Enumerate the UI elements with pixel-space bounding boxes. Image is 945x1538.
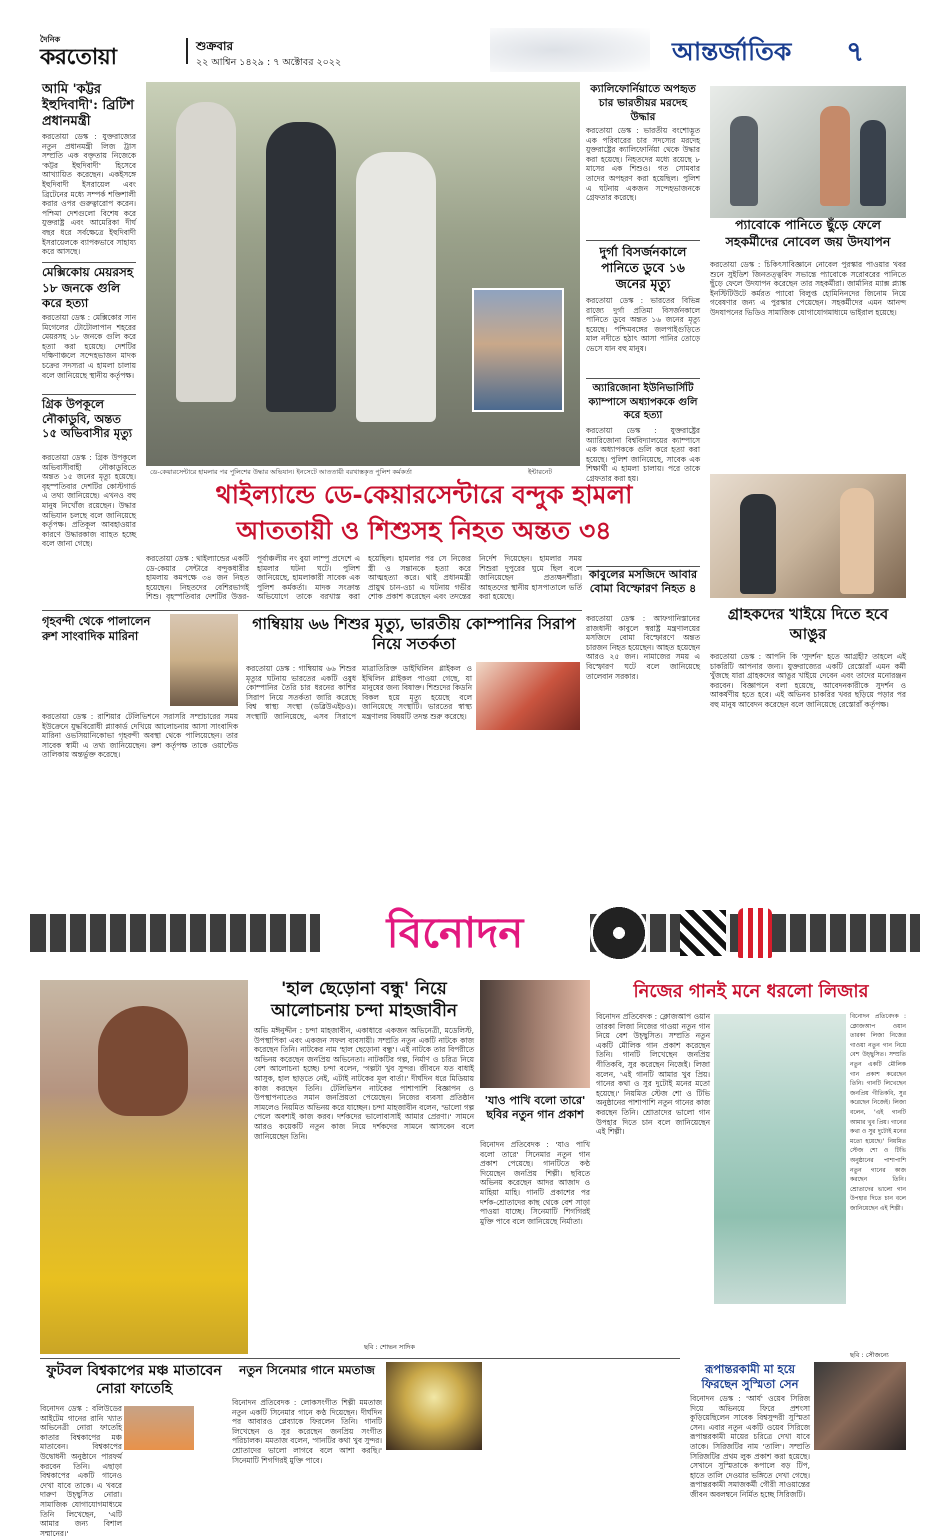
divider xyxy=(586,378,700,379)
article-marina xyxy=(42,614,238,824)
article-title: ফুটবল বিশ্বকাপের মঞ্চ মাতাবেন নোরা ফাতেহি xyxy=(46,1363,222,1397)
photo-credit: ছবি : শোভন সাদিক xyxy=(364,1343,415,1351)
brand-top: দৈনিক xyxy=(40,34,61,44)
photo-chanda-mahjabeen xyxy=(40,980,248,1354)
article-body: বিনোদন ডেস্ক : বলিউডের আইটেম গানের রানি খ্যাত অভিনেত্রী নোরা ফাতেহি কাতার বিশ্বকাপের মঞ্চ মাতাবেন। বিশ্বকাপের উদ্বোধনী অনুষ্ঠানে পারফর্ম করবেন তিনি। এছাড়া বিশ্বকাপের একটি গানেও দেখা যাবে তাকে। এ খবরে দারুণ উচ্ছ্বসিত নোরা। সামাজিক যোগাযোগমাধ্যমে তিনি লিখেছেন, 'এটি আমার জন্য বিশাল সম্মানের।' xyxy=(40,1404,122,1538)
photo-credit: ইন্টারনেট xyxy=(528,468,552,476)
article-body: করতোয়া ডেস্ক : চিকিৎসাবিজ্ঞানে নোবেল পুরস্কার পাওয়ার খবর শুনে সুইডিশ জিনতত্ত্ববিদ সভান্তে প্যাবোকে সরোবরের পানিতে ছুঁড়ে ফেলে উদযাপন করেছেন তার সহকর্মীরা। জার্মানির ম্যাক্স প্ল্যাঙ্ক ইনস্টিটিউটে কর্মরত প্যাবো বিলুপ্ত হোমিনিনদের জিনোম নিয়ে গবেষণার জন্য এ পুরস্কার পেয়েছেন। সহকর্মীদের এমন আনন্দ উদযাপনের ভিডিও সামাজিক যোগাযোগমাধ্যমে ভাইরাল হয়েছে। xyxy=(710,260,906,317)
article-mexico xyxy=(42,265,136,395)
article-title: গৃহবন্দী থেকে পালালেন রুশ সাংবাদিক মারিনা xyxy=(42,614,151,643)
page-number: ৭ xyxy=(846,35,865,68)
figure-silhouette xyxy=(840,488,874,594)
figure-silhouette xyxy=(740,494,776,594)
figure-silhouette xyxy=(266,122,336,412)
photo-liza xyxy=(714,1014,846,1304)
photo-jao-pakhi-couple xyxy=(480,980,590,1088)
photo-pabo-celebration xyxy=(710,86,906,218)
photo-momtaz xyxy=(386,1362,482,1450)
film-reel-icon xyxy=(590,904,648,962)
banner-title: বিনোদন xyxy=(386,908,524,957)
article-title: গ্রিক উপকূলে নৌকাডুবি, অন্তত ১৫ অভিবাসীর মৃত্যু xyxy=(42,397,133,440)
article-title: দুর্গা বিসর্জনকালে পানিতে ডুবে ১৬ জনের মৃত্যু xyxy=(599,244,687,291)
photo-grape-restaurant xyxy=(710,474,906,598)
figure-silhouette xyxy=(730,116,758,206)
article-title: গ্রাহকদের খাইয়ে দিতে হবে আঙুর xyxy=(727,605,889,643)
article-title: মেক্সিকোয় মেয়রসহ ১৮ জনকে গুলি করে হত্যা xyxy=(42,265,134,310)
article-body: অভি মঈনুদ্দীন : চন্দা মাহজাবীন, একাধারে একজন অভিনেত্রী, মডেলিস্ট, উপস্থাপিকা এবং একজন সফল ব্যবসায়ী। সম্প্রতি নতুন একটি নাটকে কাজ করেছেন তিনি। নাটকের নাম 'হাল ছেড়োনা বন্ধু'। এই নাটকে তার বিপরীতে অভিনয় করেছেন জনপ্রিয় অভিনেতা। নাটকটির গল্প, নির্মাণ ও চরিত্র নিয়ে বেশ আলোচনা হচ্ছে। চন্দা বলেন, 'গল্পটা খুব সুন্দর। জীবনে যত বাধাই আসুক, হাল ছাড়তে নেই, এটাই নাটকের মূল বার্তা।' দীর্ঘদিন ধরে মিডিয়ায় কাজ করছেন তিনি। টেলিভিশন নাটকের পাশাপাশি বিজ্ঞাপন ও উপস্থাপনাতেও সমান জনপ্রিয়তা পেয়েছেন। নিজের ব্যবসা প্রতিষ্ঠান সামলেও নিয়মিত অভিনয় করে যাচ্ছেন। চন্দা মাহজাবীন বলেন, 'ভালো গল্প পেলে অবশ্যই কাজ করব। দর্শকদের ভালোবাসাই আমার প্রেরণা।' সামনে আরও কয়েকটি নতুন কাজ নিয়ে দর্শকদের সামনে আসবেন বলে জানিয়েছেন তিনি। xyxy=(254,1026,474,1141)
section-title: আন্তর্জাতিক xyxy=(672,37,792,66)
lead-photo-police-rescue xyxy=(146,82,580,466)
figure-silhouette xyxy=(860,120,886,206)
section-banner xyxy=(650,32,900,70)
article-body: বিনোদন ডেস্ক : 'আর্য' ওয়েব সিরিজ দিয়ে অভিনয়ে ফিরে প্রশংসা কুড়িয়েছিলেন সাবেক বিশ্বসুন্দরী সুস্মিতা সেন। এবার নতুন একটি ওয়েব সিরিজে রূপান্তরকামী মায়ের চরিত্রে দেখা যাবে তাকে। সিরিজটির নাম 'তালি'। সম্প্রতি সিরিজটির প্রথম লুক প্রকাশ করা হয়েছে। সেখানে সুস্মিতাকে কপালে বড় টিপ, হাতে তালি দেওয়ার ভঙ্গিতে দেখা গেছে। রূপান্তরকামী সমাজকর্মী গৌরী সাওয়ান্তের জীবন অবলম্বনে নির্মিত হচ্ছে সিরিজটি। xyxy=(690,1394,810,1499)
figure-silhouette xyxy=(820,106,850,206)
article-sushmita xyxy=(690,1362,906,1499)
photo-marina xyxy=(170,614,238,706)
article-body-cont: বিনোদন প্রতিবেদক : ক্লোজআপ ওয়ান তারকা লিজা নিজের গাওয়া নতুন গান নিয়ে বেশ উচ্ছ্বসিত। সম্প্রতি নতুন একটি মৌলিক গান প্রকাশ করেছেন তিনি। গানটি লিখেছেন জনপ্রিয় গীতিকবি, সুর করেছেন নিজেই। লিজা বলেন, 'এই গানটি আমার খুব প্রিয়। গানের কথা ও সুর দুটোই মনের মতো হয়েছে।' নিয়মিত স্টেজ শো ও টিভি অনুষ্ঠানের পাশাপাশি নতুন গানের কাজ করছেন তিনি। শ্রোতাদের ভালো গান উপহার দিতে চান বলে জানিয়েছেন এই শিল্পী। xyxy=(850,1013,906,1212)
photo-caption: ডে-কেয়ারসেন্টারে হামলার পর পুলিশের উদ্ধার অভিযান। ইনসেটে আততায়ী বরখাস্তকৃত পুলিশ কর্মকর্তা xyxy=(150,468,412,476)
weekday: শুক্রবার xyxy=(196,39,234,53)
divider xyxy=(40,1358,680,1359)
article-momtaz xyxy=(232,1362,482,1465)
article-kabul xyxy=(586,568,700,748)
photo-credit: ছবি : সৌজন্যে xyxy=(850,1351,889,1359)
article-body: বিনোদন প্রতিবেদক : ক্লোজআপ ওয়ান তারকা লিজা নিজের গাওয়া নতুন গান নিয়ে বেশ উচ্ছ্বসিত। সম্প্রতি নতুন একটি মৌলিক গান প্রকাশ করেছেন তিনি। গানটি লিখেছেন জনপ্রিয় গীতিকবি, সুর করেছেন নিজেই। লিজা বলেন, 'এই গানটি আমার খুব প্রিয়। গানের কথা ও সুর দুটোই মনের মতো হয়েছে।' নিয়মিত স্টেজ শো ও টিভি অনুষ্ঠানের পাশাপাশি নতুন গানের কাজ করছেন তিনি। শ্রোতাদের ভালো গান উপহার দিতে চান বলে জানিয়েছেন এই শিল্পী। xyxy=(596,1012,710,1137)
photo-syrup-bottles xyxy=(476,662,580,730)
article-body: বিনোদন প্রতিবেদক : 'যাও পাখি বলো তারে' সিনেমার নতুন গান প্রকাশ পেয়েছে। গানটিতে কণ্ঠ দিয়েছেন জনপ্রিয় শিল্পী। ছবিতে অভিনয় করেছেন আদর আজাদ ও মাহিয়া মাহি। গানটি প্রকাশের পর দর্শক-শ্রোতাদের কাছ থেকে বেশ সাড়া পাওয়া যাচ্ছে। সিনেমাটি শিগগিরই মুক্তি পাবে বলে জানিয়েছে নির্মাতা। xyxy=(480,1140,590,1226)
inset-portrait xyxy=(472,288,564,412)
popcorn-icon xyxy=(738,908,772,958)
article-body: করতোয়া ডেস্ক : গ্রিক উপকূলে অভিবাসীবাহী নৌকাডুবিতে অন্তত ১৫ জনের মৃত্যু হয়েছে। বৃহস্পতিবার দেশটির কোস্টগার্ড এ তথ্য জানিয়েছে। এখনও বহু মানুষ নিখোঁজ রয়েছেন। উদ্ধার অভিযান চলছে বলে জানিয়েছে কর্তৃপক্ষ। প্রতিকূল আবহাওয়ার কারণে উদ্ধারকাজ ব্যাহত হচ্ছে বলে জানা গেছে। xyxy=(42,453,136,549)
article-liza xyxy=(596,980,906,1360)
article-uk-pm xyxy=(42,82,136,262)
article-title: গাম্বিয়ায় ৬৬ শিশুর মৃত্যু, ভারতীয় কোম্পানির সিরাপ নিয়ে সতর্কতা xyxy=(252,614,576,653)
photo-sushmita-sen xyxy=(814,1362,906,1450)
article-jao-pakhi xyxy=(480,1094,590,1360)
article-title: 'হাল ছেড়োনা বন্ধু' নিয়ে আলোচনায় চন্দা মাহজাবীন xyxy=(270,979,457,1021)
article-body: করতোয়া ডেস্ক : গাম্বিয়ায় ৬৬ শিশুর মৃত্যুর ঘটনায় ভারতের একটি ওষুধ কোম্পানির তৈরি চার ধরনের কাশির সিরাপ নিয়ে সতর্কতা জারি করেছে বিশ্ব স্বাস্থ্য সংস্থা (ডব্লিউএইচও)। সংস্থাটি জানিয়েছে, এসব সিরাপে মাত্রাতিরিক্ত ডাইথিলিন গ্লাইকল ও ইথিলিন গ্লাইকল পাওয়া গেছে, যা মানুষের জন্য বিষাক্ত। শিশুদের কিডনি বিকল হয়ে মৃত্যু হয়েছে বলে জানিয়েছে সংস্থাটি। ভারতের স্বাস্থ্য মন্ত্রণালয় বিষয়টি তদন্ত শুরু করেছে। xyxy=(246,664,472,721)
divider xyxy=(42,610,582,611)
clapperboard-icon xyxy=(680,910,726,956)
figure-silhouette xyxy=(98,1006,188,1116)
article-title: প্যাবোকে পানিতে ছুঁড়ে ফেলে সহকর্মীদের নোবেল জয় উদযাপন xyxy=(725,217,891,249)
photo-nora-fatehi xyxy=(124,1406,194,1450)
lead-headline-line2: আততায়ী ও শিশুসহ নিহত অন্তত ৩৪ xyxy=(236,516,612,545)
lead-headline-line1: থাইল্যান্ডে ডে-কেয়ারসেন্টারে বন্দুক হামলা xyxy=(215,480,633,509)
article-california xyxy=(586,82,700,232)
article-pabo xyxy=(710,216,906,472)
article-body: করতোয়া ডেস্ক : ভারতীয় বংশোদ্ভূত এক পরিবারের চার সদস্যের মরদেহ যুক্তরাষ্ট্রের ক্যালিফোর্নিয়া থেকে উদ্ধার করা হয়েছে। নিহতদের মধ্যে রয়েছে ৮ মাসের এক শিশুও। গত সোমবার তাদের অপহরণ করা হয়েছিল। পুলিশ এ ঘটনায় একজন সন্দেহভাজনকে গ্রেফতার করেছে। xyxy=(586,126,700,203)
brand-logo xyxy=(40,34,160,68)
masthead xyxy=(0,0,945,78)
divider xyxy=(42,262,136,263)
article-greece xyxy=(42,397,136,567)
article-durga xyxy=(586,244,700,374)
brand-name: করতোয়া xyxy=(40,44,117,70)
article-title: কাবুলের মসজিদে আবার বোমা বিস্ফোরণ নিহত ৪ xyxy=(588,568,698,595)
world-map-graphic xyxy=(490,28,650,72)
article-body: করতোয়া ডেস্ক : আফগানিস্তানের রাজধানী কাবুলে স্বরাষ্ট্র মন্ত্রণালয়ের মসজিদে বোমা বিস্ফোরণে অন্তত চারজন নিহত হয়েছেন। আহত হয়েছেন আরও ২৫ জন। নামাজের সময় এ বিস্ফোরণ ঘটে বলে জানিয়েছে তালেবান সরকার। xyxy=(586,614,700,681)
article-title: আমি 'কট্টর ইহুদিবাদী': ব্রিটিশ প্রধানমন্ত্রী xyxy=(42,82,134,129)
article-title: রূপান্তরকামী মা হয়ে ফিরছেন সুস্মিতা সেন xyxy=(701,1362,799,1391)
article-title: 'যাও পাখি বলো তারে' ছবির নতুন গান প্রকাশ xyxy=(484,1094,586,1121)
article-gambia xyxy=(246,614,582,824)
divider xyxy=(586,240,700,241)
article-title: ক্যালিফোর্নিয়াতে অপহৃত চার ভারতীয়র মরদেহ উদ্ধার xyxy=(590,83,696,123)
article-body: করতোয়া ডেস্ক : আপনি কি 'সুদর্শন' হতে আগ্রহী? তাহলে এই চাকরিটি আপনার জন্য। যুক্তরাজ্যের একটি রেস্তোরাঁ এমন কর্মী খুঁজছে যারা গ্রাহকদের আঙুর খাইয়ে দেবেন এবং তাদের মনোরঞ্জন করবেন। বিজ্ঞাপনে বলা হয়েছে, আবেদনকারীকে সুদর্শন ও আকর্ষণীয় হতে হবে। এই অভিনব চাকরির খবর ছড়িয়ে পড়ার পর বহু মানুষ আবেদন করেছেন বলে জানিয়েছে রেস্তোরাঁ কর্তৃপক্ষ। xyxy=(710,652,906,709)
divider xyxy=(586,566,700,567)
figure-silhouette xyxy=(356,152,436,422)
divider xyxy=(42,394,136,395)
article-grapes xyxy=(710,600,906,896)
masthead-divider xyxy=(186,38,188,64)
article-body: করতোয়া ডেস্ক : মেক্সিকোর সান মিগেলের টোটোলাপান শহরের মেয়রসহ ১৮ জনকে গুলি করে হত্যা করা হয়েছে। দেশটির দক্ষিণাঞ্চলে সন্দেহভাজন মাদক চক্রের সদস্যরা এ হামলা চালায় বলে জানিয়েছে স্থানীয় কর্তৃপক্ষ। xyxy=(42,313,136,380)
article-title: নিজের গানই মনে ধরলো লিজার xyxy=(633,981,869,1002)
article-title: নতুন সিনেমার গানে মমতাজ xyxy=(239,1363,375,1377)
article-body: করতোয়া ডেস্ক : রাশিয়ার টেলিভিশনে সরাসরি সম্প্রচারের সময় ইউক্রেনে যুদ্ধবিরোধী প্ল্যাকার্ড দেখিয়ে আলোচনায় আসা সাংবাদিক মারিনা ওভসিয়ানিকোভা গৃহবন্দী অবস্থা থেকে পালিয়েছেন। তার সাবেক স্বামী এ তথ্য জানিয়েছেন। রুশ কর্তৃপক্ষ তাকে ওয়ান্টেড তালিকায় অন্তর্ভুক্ত করেছে। xyxy=(42,712,238,760)
entertainment-banner xyxy=(30,896,920,972)
article-chanda xyxy=(254,978,474,1354)
article-body: করতোয়া ডেস্ক : যুক্তরাজ্যের নতুন প্রধানমন্ত্রী লিজ ট্রাস সম্প্রতি এক বক্তৃতায় নিজেকে 'কট্টর ইহুদিবাদী' হিসেবে আখ্যায়িত করেছেন। একইসঙ্গে ইহুদিবাদী ইসরায়েল এবং ব্রিটেনের মধ্যে সম্পর্ক শক্তিশালী করার ওপর গুরুত্বারোপ করেন। পশ্চিমা দেশগুলো বিশেষ করে যুক্তরাষ্ট্র এবং আমেরিকা দীর্ঘ বছর ধরে সর্বক্ষেত্রে ইহুদিবাদী ইসরায়েলকে ব্যাপকভাবে সাহায্য করে আসছে। xyxy=(42,132,136,257)
article-body: বিনোদন প্রতিবেদক : লোকসংগীত শিল্পী মমতাজ নতুন একটি সিনেমার গানে কণ্ঠ দিয়েছেন। দীর্ঘদিন পর আবারও প্লেব্যাকে ফিরলেন তিনি। গানটি লিখেছেন ও সুর করেছেন জনপ্রিয় সংগীত পরিচালক। মমতাজ বলেন, 'গানটির কথা খুব সুন্দর। শ্রোতাদের ভালো লাগবে বলে আশা করছি।' সিনেমাটি শিগগিরই মুক্তি পাবে। xyxy=(232,1398,382,1465)
lead-article-body: করতোয়া ডেস্ক : থাইল্যান্ডের একটি ডে-কেয়ার সেন্টারে বন্দুকধারীর হামলায় কমপক্ষে ৩৪ জন নিহত হয়েছেন। নিহতদের বেশিরভাগই শিশু। বৃহস্পতিবার দেশটির উত্তর-পূর্বাঞ্চলীয় নং বুয়া লাম্পু প্রদেশে এ হামলার ঘটনা ঘটে। পুলিশ জানিয়েছে, হামলাকারী সাবেক এক পুলিশ কর্মকর্তা। মাদক সংক্রান্ত অভিযোগে তাকে বরখাস্ত করা হয়েছিল। হামলার পর সে নিজের স্ত্রী ও সন্তানকে হত্যা করে আত্মহত্যা করে। থাই প্রধানমন্ত্রী প্রায়ুথ চান-ওচা এ ঘটনায় গভীর শোক প্রকাশ করেছেন এবং তদন্তের নির্দেশ দিয়েছেন। হামলার সময় শিশুরা দুপুরের ঘুমে ছিল বলে জানিয়েছেন প্রত্যক্ষদর্শীরা। আহতদের স্থানীয় হাসপাতালে ভর্তি করা হয়েছে। xyxy=(146,554,582,602)
figure-silhouette xyxy=(176,102,236,402)
banner-title-box xyxy=(320,902,590,964)
article-body: করতোয়া ডেস্ক : ভারতের বিভিন্ন রাজ্যে দুর্গা প্রতিমা বিসর্জনকালে পানিতে ডুবে অন্তত ১৬ জনের মৃত্যু হয়েছে। পশ্চিমবঙ্গের জলপাইগুড়িতে মাল নদীতে হঠাৎ আসা পানির তোড়ে ভেসে যান বহু মানুষ। xyxy=(586,296,700,353)
date-line: ২২ আশ্বিন ১৪২৯ : ৭ অক্টোবর ২০২২ xyxy=(196,57,342,68)
article-body: করতোয়া ডেস্ক : যুক্তরাষ্ট্রের অ্যারিজোনা বিশ্ববিদ্যালয়ের ক্যাম্পাসে এক অধ্যাপককে গুলি করে হত্যা করা হয়েছে। পুলিশ জানিয়েছে, সাবেক এক শিক্ষার্থী এ হামলা চালায়। পরে তাকে গ্রেফতার করা হয়। xyxy=(586,426,700,483)
article-title: অ্যারিজোনা ইউনিভার্সিটি ক্যাম্পাসে অধ্যাপককে গুলি করে হত্যা xyxy=(588,383,698,421)
